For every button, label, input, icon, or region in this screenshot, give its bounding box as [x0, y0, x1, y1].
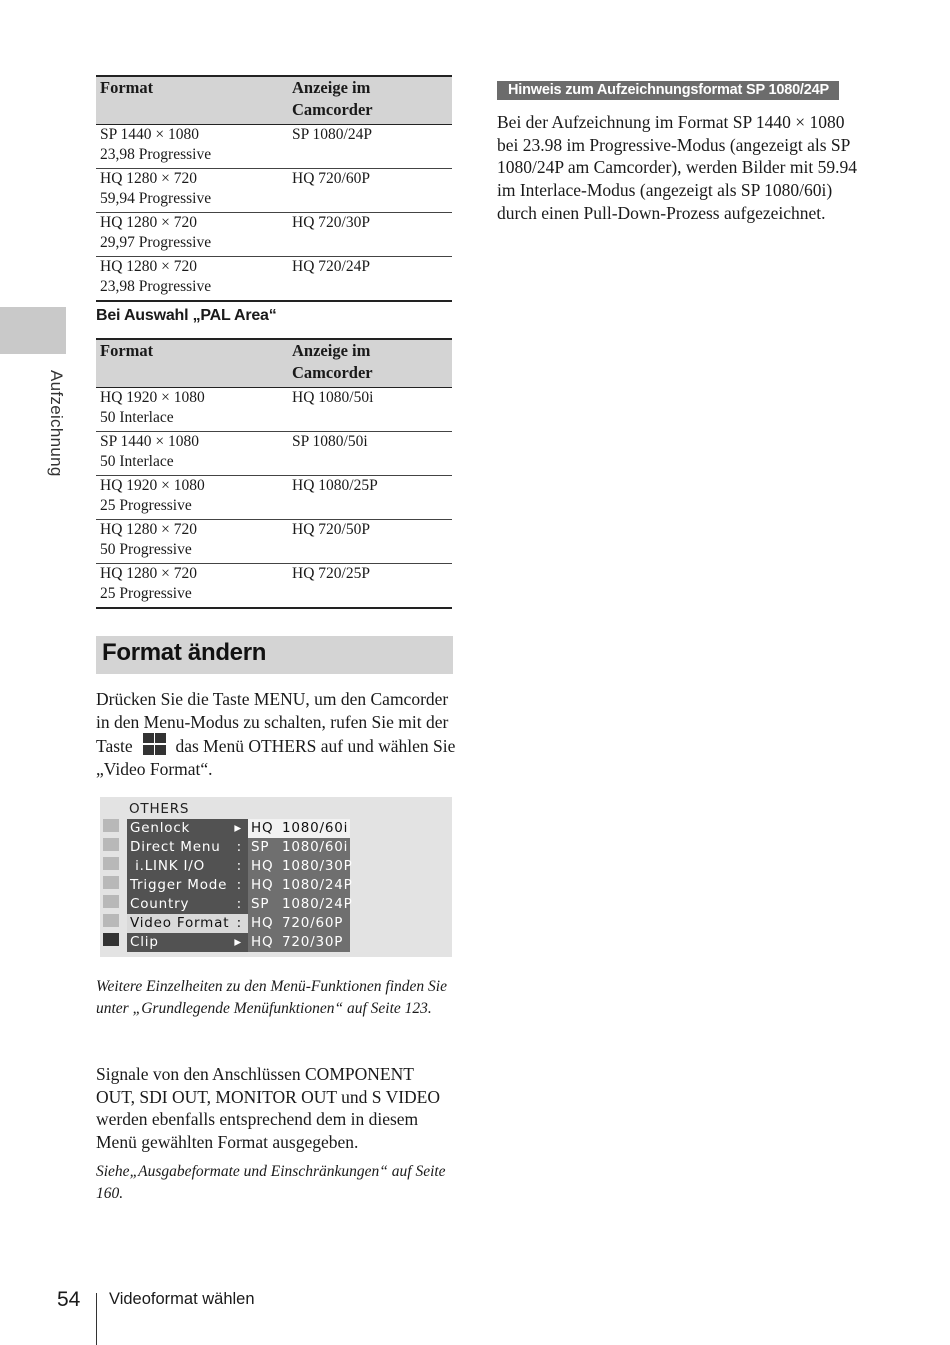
table-row	[96, 388, 452, 432]
format-cell: HQ 1920 × 1080 25 Progressive	[96, 476, 288, 520]
table-row	[96, 169, 452, 213]
lcd-icon	[103, 876, 119, 889]
menu-item-label: Trigger Mode	[130, 877, 228, 893]
tc-icon	[103, 895, 119, 908]
format-cell: HQ 1280 × 720 50 Progressive	[96, 520, 288, 564]
display-cell: HQ 720/24P	[288, 257, 452, 302]
table-row	[96, 125, 452, 169]
book-icon	[103, 914, 119, 927]
camera-icon	[103, 819, 119, 832]
format-option-value: 1080/60i	[282, 839, 349, 855]
pal-area-heading: Bei Auswahl „PAL Area“	[96, 307, 277, 324]
format-option[interactable]	[248, 819, 350, 838]
menu-reference-note: Weitere Einzelheiten zu den Menü-Funktionen finden Sie unter „Grundlegende Menüfunktionen“ auf Seite 123.	[96, 978, 447, 1017]
pal-format-table	[96, 338, 452, 609]
others-icon	[103, 933, 119, 946]
value-separator: :	[236, 858, 242, 874]
display-cell: SP 1080/50i	[288, 432, 452, 476]
audio-icon	[103, 838, 119, 851]
section-heading-bar	[96, 636, 453, 674]
display-cell: HQ 1080/50i	[288, 388, 452, 432]
instruction-text-after: das Menü OTHERS auf und wählen Sie „Video Format“.	[96, 736, 456, 780]
format-cell: HQ 1920 × 1080 50 Interlace	[96, 388, 288, 432]
table-row	[96, 476, 452, 520]
menu-category-icons	[103, 819, 121, 952]
format-option-value: 1080/24P	[282, 877, 353, 893]
value-separator: :	[236, 896, 242, 912]
table-header-row	[96, 76, 452, 125]
menu-item-label: i.LINK I/O	[130, 858, 206, 874]
format-option-value: 1080/60i	[282, 820, 349, 836]
format-cell: HQ 1280 × 720 23,98 Progressive	[96, 257, 288, 302]
display-cell: HQ 720/30P	[288, 213, 452, 257]
format-option-prefix: SP	[251, 896, 270, 912]
display-cell: HQ 720/25P	[288, 564, 452, 609]
column-header-display: Anzeige im Camcorder	[288, 76, 452, 125]
format-cell: SP 1440 × 1080 50 Interlace	[96, 432, 288, 476]
display-cell: HQ 720/50P	[288, 520, 452, 564]
format-option-prefix: HQ	[251, 934, 274, 950]
menu-item[interactable]	[127, 933, 248, 952]
menu-item[interactable]	[127, 857, 248, 876]
value-separator: :	[236, 839, 242, 855]
others-menu-icon	[141, 733, 167, 757]
format-option-value: 1080/24P	[282, 896, 353, 912]
format-option[interactable]	[248, 876, 353, 895]
section-tab-marker	[0, 307, 66, 354]
footer-divider	[96, 1293, 97, 1345]
table-row	[96, 564, 452, 609]
menu-item-label: Clip	[130, 934, 159, 950]
format-option-prefix: SP	[251, 839, 270, 855]
format-cell: HQ 1280 × 720 25 Progressive	[96, 564, 288, 609]
submenu-arrow-icon: ▸	[234, 820, 242, 836]
format-option-prefix: HQ	[251, 877, 274, 893]
menu-title: OTHERS	[129, 801, 190, 817]
format-option-value: 720/60P	[282, 915, 344, 931]
menu-item[interactable]	[127, 876, 248, 895]
format-option[interactable]	[248, 914, 350, 933]
video-format-options	[248, 819, 353, 952]
output-signals-paragraph: Signale von den Anschlüssen COMPONENT OUT, SDI OUT, MONITOR OUT und S VIDEO werden ebenfalls entsprechend dem in diesem Menü gewählten Format ausgegeben.	[96, 1064, 441, 1153]
format-option-value: 1080/30P	[282, 858, 353, 874]
menu-item-label: Genlock	[130, 820, 191, 836]
format-option-value: 720/30P	[282, 934, 344, 950]
value-separator: :	[236, 915, 242, 931]
footer-title: Videoformat wählen	[109, 1290, 255, 1308]
table-row	[96, 257, 452, 302]
table-row	[96, 520, 452, 564]
column-header-format: Format	[96, 339, 288, 388]
hint-heading: Hinweis zum Aufzeichnungsformat SP 1080/24P	[497, 81, 839, 100]
video-icon	[103, 857, 119, 870]
menu-item[interactable]	[127, 819, 248, 838]
menu-item[interactable]	[127, 895, 248, 914]
value-separator: :	[236, 877, 242, 893]
table-row	[96, 432, 452, 476]
menu-item-label: Video Format	[130, 915, 230, 931]
ntsc-format-table	[96, 75, 452, 302]
format-cell: HQ 1280 × 720 59,94 Progressive	[96, 169, 288, 213]
format-option[interactable]	[248, 838, 350, 857]
format-option-prefix: HQ	[251, 915, 274, 931]
column-header-display: Anzeige im Camcorder	[288, 339, 452, 388]
display-cell: SP 1080/24P	[288, 125, 452, 169]
format-option[interactable]	[248, 895, 353, 914]
hint-text: Bei der Aufzeichnung im Format SP 1440 × 1080 bei 23.98 im Progressive-Modus (angezeigt als SP 1080/24P am Camcorder), werden Bilder mit 59.94 im Interlace-Modus (angezeigt als SP 1080/60i) durch einen Pull-Down-Prozess aufgezeichnet.	[497, 112, 857, 223]
format-option-prefix: HQ	[251, 858, 274, 874]
format-cell: SP 1440 × 1080 23,98 Progressive	[96, 125, 288, 169]
instruction-text-before: Drücken Sie die Taste MENU, um den Camcorder in den Menu-Modus zu schalten, rufen Sie mit der Taste	[96, 689, 449, 757]
submenu-arrow-icon: ▸	[234, 934, 242, 950]
display-cell: HQ 1080/25P	[288, 476, 452, 520]
others-menu-screenshot	[100, 797, 452, 957]
display-cell: HQ 720/60P	[288, 169, 452, 213]
menu-item-label: Direct Menu	[130, 839, 221, 855]
menu-item[interactable]	[127, 914, 248, 933]
column-header-format: Format	[96, 76, 288, 125]
table-header-row	[96, 339, 452, 388]
format-option-prefix: HQ	[251, 820, 274, 836]
output-reference-note: Siehe„Ausgabeformate und Einschränkungen“ auf Seite 160.	[96, 1163, 446, 1202]
section-title: Format ändern	[102, 639, 267, 666]
table-row	[96, 213, 452, 257]
page-number: 54	[57, 1288, 81, 1311]
menu-item[interactable]	[127, 838, 248, 857]
menu-item-list	[127, 819, 248, 952]
format-cell: HQ 1280 × 720 29,97 Progressive	[96, 213, 288, 257]
format-option[interactable]	[248, 933, 350, 952]
instruction-paragraph	[96, 688, 456, 781]
menu-item-label: Country	[130, 896, 190, 912]
section-side-label: Aufzeichnung	[47, 370, 66, 477]
format-option[interactable]	[248, 857, 353, 876]
